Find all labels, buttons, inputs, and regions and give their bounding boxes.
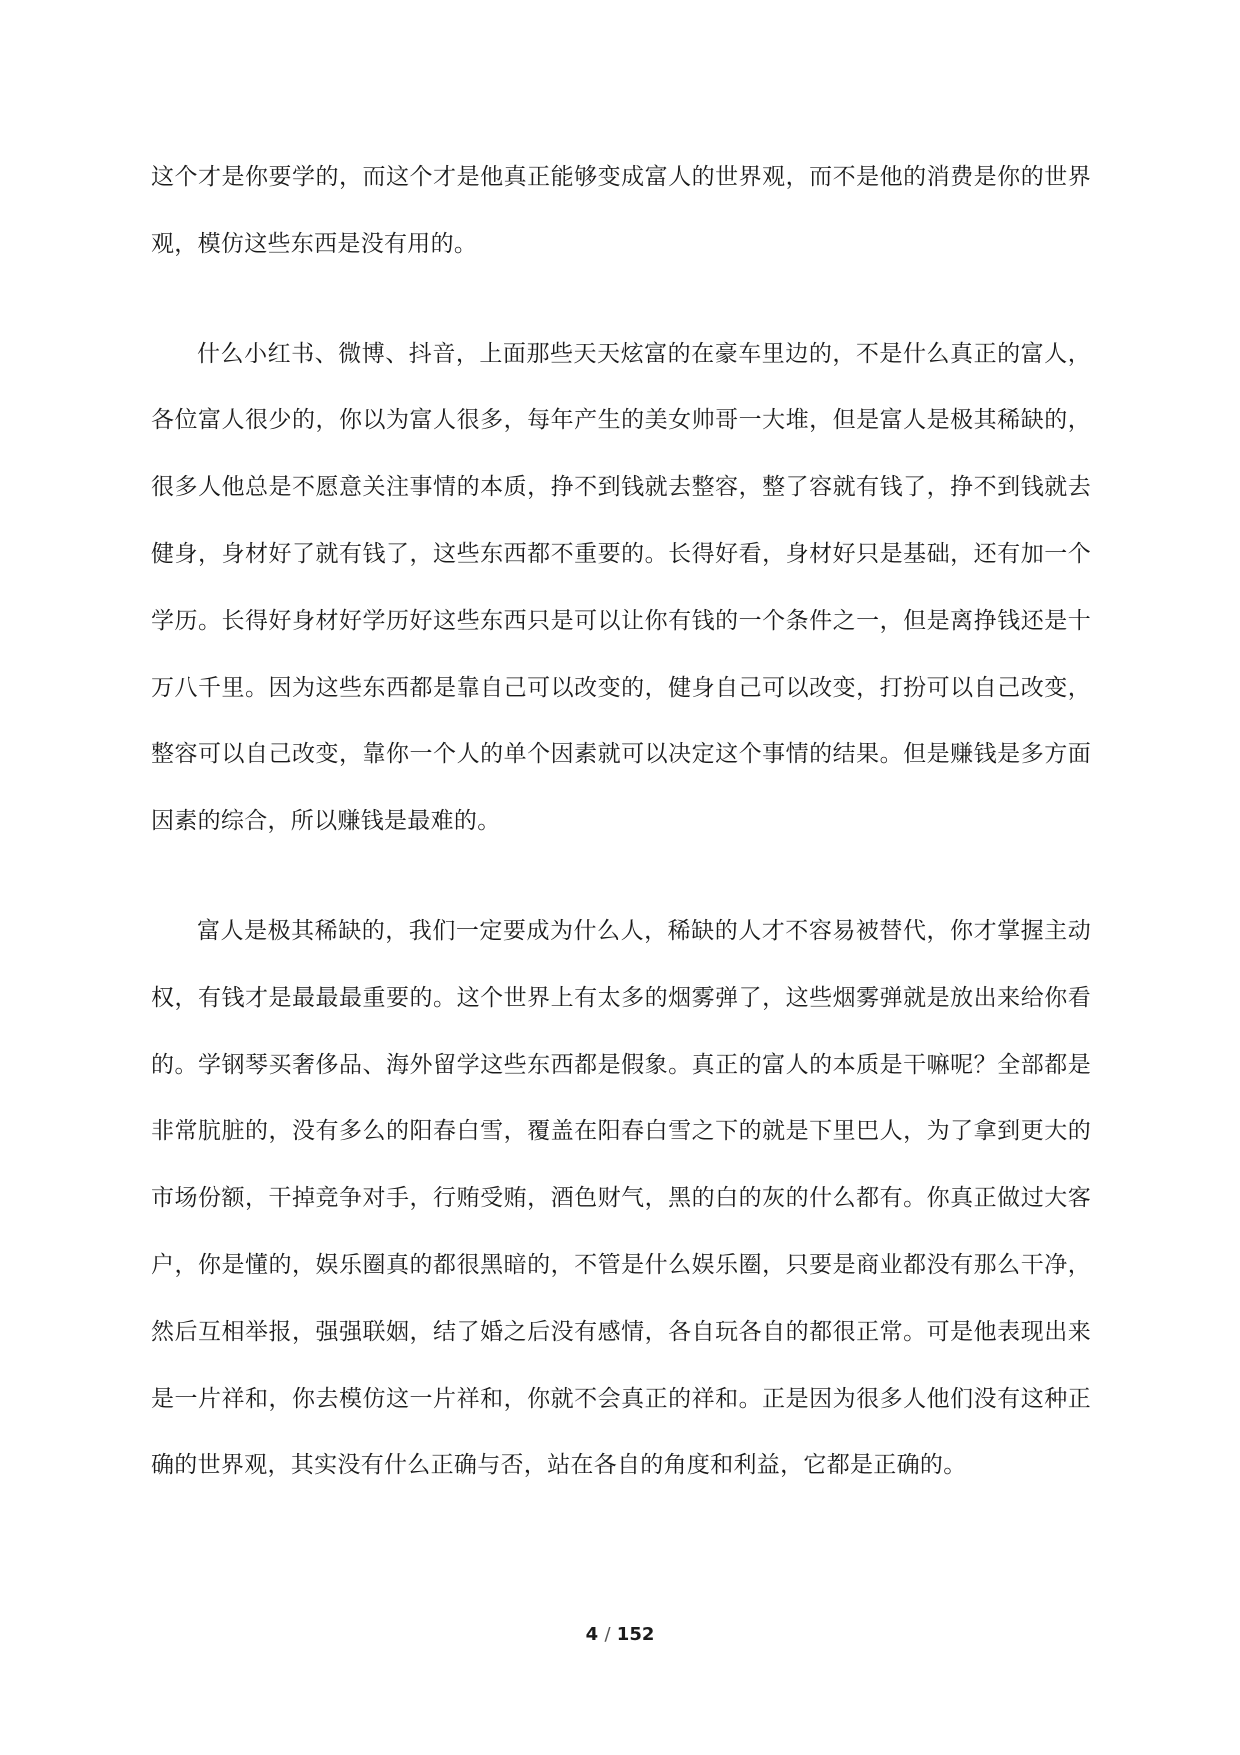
paragraph-1: 这个才是你要学的，而这个才是他真正能够变成富人的世界观，而不是他的消费是你的世界观，模仿这些东西是没有用的。	[151, 164, 1091, 257]
document-body	[151, 144, 1091, 1499]
page-number	[0, 1623, 1240, 1647]
paragraph-2: 什么小红书、微博、抖音，上面那些天天炫富的在豪车里边的，不是什么真正的富人，各位富人很少的，你以为富人很多，每年产生的美女帅哥一大堆，但是富人是极其稀缺的，很多人他总是不愿意关注事情的本质，挣不到钱就去整容，整了容就有钱了，挣不到钱就去健身，身材好了就有钱了，这些东西都不重要的。长得好看，身材好只是基础，还有加一个学历。长得好身材好学历好这些东西只是可以让你有钱的一个条件之一，但是离挣钱还是十万八千里。因为这些东西都是靠自己可以改变的，健身自己可以改变，打扮可以自己改变，整容可以自己改变，靠你一个人的单个因素就可以决定这个事情的结果。但是赚钱是多方面因素的综合，所以赚钱是最难的。	[151, 340, 1091, 835]
paragraph-spacer	[151, 278, 1091, 321]
paragraph-3: 富人是极其稀缺的，我们一定要成为什么人，稀缺的人才不容易被替代，你才掌握主动权，有钱才是最最最重要的。这个世界上有太多的烟雾弹了，这些烟雾弹就是放出来给你看的。学钢琴买奢侈品、海外留学这些东西都是假象。真正的富人的本质是干嘛呢？全部都是非常肮脏的，没有多么的阳春白雪，覆盖在阳春白雪之下的就是下里巴人，为了拿到更大的市场份额，干掉竞争对手，行贿受贿，酒色财气，黑的白的灰的什么都有。你真正做过大客户，你是懂的，娱乐圈真的都很黑暗的，不管是什么娱乐圈，只要是商业都没有那么干净，然后互相举报，强强联姻，结了婚之后没有感情，各自玩各自的都很正常。可是他表现出来是一片祥和，你去模仿这一片祥和，你就不会真正的祥和。正是因为很多人他们没有这种正确的世界观，其实没有什么正确与否，站在各自的角度和利益，它都是正确的。	[151, 917, 1091, 1479]
total-page-count: 152	[616, 1624, 655, 1645]
current-page-number: 4	[585, 1624, 599, 1645]
paragraph-spacer	[151, 855, 1091, 898]
page-number-separator: /	[604, 1624, 611, 1645]
